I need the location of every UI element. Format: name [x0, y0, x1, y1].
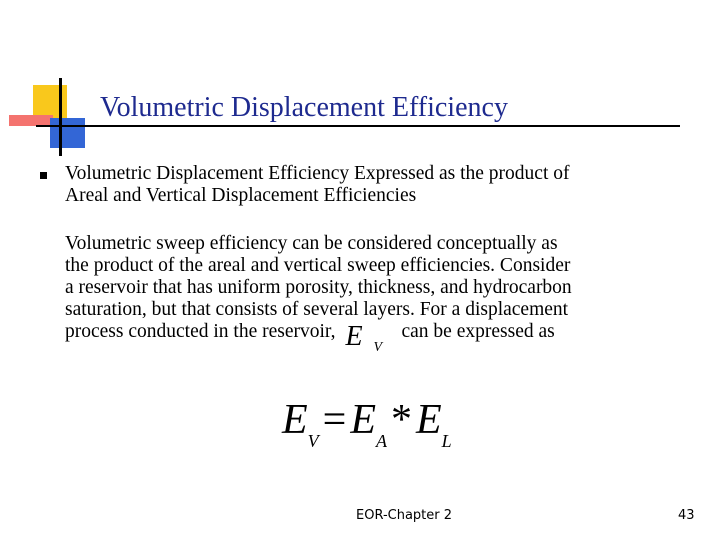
paragraph-line-1: Volumetric sweep efficiency can be considered conceptually as — [65, 233, 558, 254]
bullet-line-2: Areal and Vertical Displacement Efficiencies — [65, 185, 417, 206]
formula-term2-sub: L — [441, 431, 452, 451]
inline-symbol-sub: V — [373, 340, 383, 355]
page-number: 43 — [678, 508, 695, 523]
bullet-text — [65, 163, 700, 207]
paragraph-line-5 — [65, 321, 700, 355]
paragraph-line-5-before: process conducted in the reservoir, — [65, 321, 336, 342]
formula-times: * — [391, 397, 412, 443]
formula-term1-sub: A — [376, 431, 387, 451]
inline-symbol-ev — [336, 321, 402, 355]
formula-lhs-sub: V — [307, 431, 319, 451]
formula-lhs: E — [282, 397, 308, 443]
formula-term2: E — [416, 397, 442, 443]
slide-title: Volumetric Displacement Efficiency — [100, 92, 508, 123]
paragraph-line-3: a reservoir that has uniform porosity, thickness, and hydrocarbon — [65, 277, 572, 298]
paragraph-line-2: the product of the areal and vertical sweep efficiencies. Consider — [65, 255, 571, 276]
paragraph-line-4: saturation, but that consists of several layers. For a displacement — [65, 299, 569, 320]
paragraph-line-5-after: can be expressed as — [401, 321, 555, 342]
formula-term1: E — [350, 397, 376, 443]
title-divider-line — [36, 125, 680, 127]
formula-equals: = — [322, 397, 347, 443]
inline-symbol-base: E — [345, 321, 363, 352]
bullet-marker-icon — [40, 172, 47, 179]
decor-blue-square — [50, 118, 85, 148]
footer-chapter-label: EOR-Chapter 2 — [356, 508, 453, 523]
decor-vertical-line — [59, 78, 62, 156]
formula — [282, 395, 482, 455]
bullet-line-1: Volumetric Displacement Efficiency Expressed as the product of — [65, 163, 570, 184]
body-paragraph — [65, 233, 700, 355]
